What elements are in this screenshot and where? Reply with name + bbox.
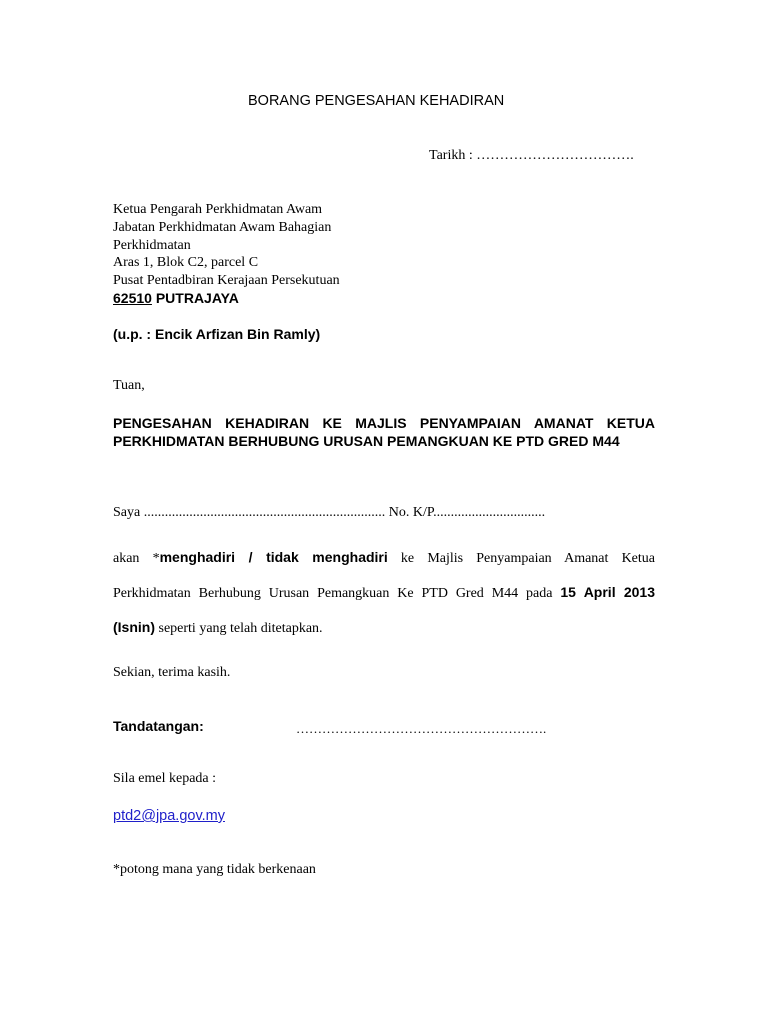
name-fill-line: .....................................................................	[140, 505, 389, 520]
city: PUTRAJAYA	[151, 290, 239, 306]
signature-label: Tandatangan:	[113, 718, 204, 734]
event-date: 15 April 2013	[560, 584, 656, 600]
attendance-paragraph	[113, 540, 655, 645]
address-line: Perkhidmatan	[113, 237, 191, 253]
footnote: *potong mana yang tidak berkenaan	[113, 862, 316, 877]
address-line: Jabatan Perkhidmatan Awam Bahagian	[113, 219, 332, 235]
event-day: (Isnin)	[113, 619, 155, 635]
email-label: Sila emel kepada :	[113, 771, 217, 786]
line3-rest: seperti yang telah ditetapkan.	[155, 621, 323, 636]
signature-fill-line: ………………………………………………….	[296, 721, 547, 736]
line2-text: Perkhidmatan Berhubung Urusan Pemangkuan Ke PTD Gred M44 pada	[113, 586, 561, 601]
letter-subject: PENGESAHAN KEHADIRAN KE MAJLIS PENYAMPAIAN AMANAT KETUA PERKHIDMATAN BERHUBUNG URUSAN PEMANGKUAN KE PTD GRED M44	[113, 415, 655, 449]
name-ic-line	[113, 505, 545, 521]
paragraph-line	[113, 575, 655, 610]
postcode-city	[113, 290, 239, 306]
address-line: Pusat Pentadbiran Kerajaan Persekutuan	[113, 273, 340, 289]
form-title: BORANG PENGESAHAN KEHADIRAN	[248, 93, 505, 109]
salutation: Tuan,	[113, 378, 145, 393]
date-row	[429, 148, 634, 164]
ic-label: No. K/P	[388, 505, 434, 520]
date-fill-line: …………………………….	[476, 148, 634, 163]
line1-rest: ke Majlis Penyampaian Amanat Ketua	[387, 551, 655, 566]
akan-text: akan *	[113, 551, 160, 566]
paragraph-line	[113, 610, 655, 645]
postcode: 62510	[113, 290, 152, 306]
address-line: Aras 1, Blok C2, parcel C	[113, 255, 259, 271]
date-label: Tarikh :	[429, 148, 473, 163]
paragraph-line	[113, 540, 655, 575]
email-link[interactable]: ptd2@jpa.gov.my	[113, 808, 225, 824]
attendance-choice: menghadiri / tidak menghadiri	[159, 549, 388, 565]
saya-label: Saya	[113, 505, 141, 520]
closing-text: Sekian, terima kasih.	[113, 665, 231, 680]
address-line: Ketua Pengarah Perkhidmatan Awam	[113, 202, 323, 217]
attention-line: (u.p. : Encik Arfizan Bin Ramly)	[113, 326, 321, 342]
ic-fill-line: ................................	[433, 505, 546, 520]
recipient-address	[113, 201, 383, 290]
